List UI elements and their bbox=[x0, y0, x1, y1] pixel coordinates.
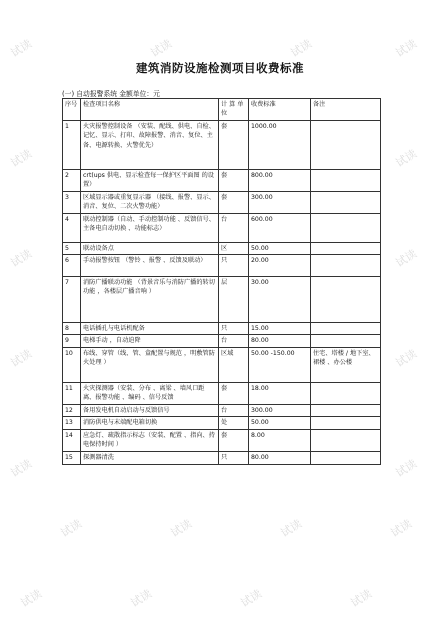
cell-note bbox=[311, 335, 381, 347]
watermark-text: 试读 bbox=[128, 587, 155, 610]
cell-name: 备用发电机自动启动与反馈信号 bbox=[81, 404, 219, 416]
table-row bbox=[63, 323, 381, 335]
table-row bbox=[63, 121, 381, 170]
cell-fee: 800.00 bbox=[249, 170, 311, 192]
cell-unit: 层 bbox=[219, 277, 249, 323]
cell-unit: 只 bbox=[219, 323, 249, 335]
cell-unit: 台 bbox=[219, 404, 249, 416]
cell-fee: 1000.00 bbox=[249, 121, 311, 170]
cell-no: 12 bbox=[63, 404, 81, 416]
cell-name: 消防广播联动功能 （背景音乐与消防广播的转切功能 ，各楼层广播音响 ） bbox=[81, 277, 219, 323]
table-row bbox=[63, 242, 381, 254]
cell-unit: 台 bbox=[219, 335, 249, 347]
watermark-text: 试读 bbox=[393, 147, 420, 170]
watermark-text: 试读 bbox=[348, 587, 375, 610]
cell-fee: 30.00 bbox=[249, 277, 311, 323]
cell-no: 10 bbox=[63, 347, 81, 382]
cell-name: 应急灯、疏散指示标志（安装、配置 、指向、持电保持时间 ） bbox=[81, 429, 219, 451]
cell-name: 电话插孔与电话机配备 bbox=[81, 323, 219, 335]
cell-fee: 80.00 bbox=[249, 451, 311, 464]
cell-unit: 套 bbox=[219, 429, 249, 451]
cell-unit: 区域 bbox=[219, 347, 249, 382]
cell-note bbox=[311, 382, 381, 404]
cell-no: 4 bbox=[63, 213, 81, 242]
cell-note bbox=[311, 417, 381, 429]
cell-note bbox=[311, 429, 381, 451]
cell-note bbox=[311, 242, 381, 254]
table-body bbox=[63, 121, 381, 465]
cell-fee: 18.00 bbox=[249, 382, 311, 404]
cell-note bbox=[311, 451, 381, 464]
cell-note: 住宅、塔楼 / 地下室、裙楼 、办公楼 bbox=[311, 347, 381, 382]
watermark-text: 试读 bbox=[393, 457, 420, 480]
cell-no: 14 bbox=[63, 429, 81, 451]
table-row bbox=[63, 451, 381, 464]
table-row bbox=[63, 191, 381, 213]
cell-name: 手动报警按钮 （警铃 、报警 、反馈及联动） bbox=[81, 255, 219, 277]
cell-note bbox=[311, 121, 381, 170]
cell-name: 区域显示器或重复显示器 （接线、报警、显示、消音、复位、二次火警功能） bbox=[81, 191, 219, 213]
table-row bbox=[63, 382, 381, 404]
watermark-text: 试读 bbox=[8, 147, 35, 170]
cell-no: 1 bbox=[63, 121, 81, 170]
cell-unit: 只 bbox=[219, 451, 249, 464]
watermark-text: 试读 bbox=[8, 347, 35, 370]
cell-no: 5 bbox=[63, 242, 81, 254]
cell-no: 11 bbox=[63, 382, 81, 404]
table-row bbox=[63, 335, 381, 347]
cell-name: 消防供电与末端配电箱切换 bbox=[81, 417, 219, 429]
cell-note bbox=[311, 255, 381, 277]
cell-fee: 300.00 bbox=[249, 191, 311, 213]
cell-fee: 50.00 bbox=[249, 242, 311, 254]
header-name: 检查项目名称 bbox=[81, 99, 219, 121]
cell-note bbox=[311, 323, 381, 335]
cell-no: 13 bbox=[63, 417, 81, 429]
table-row bbox=[63, 404, 381, 416]
cell-fee: 600.00 bbox=[249, 213, 311, 242]
watermark-text: 试读 bbox=[8, 457, 35, 480]
cell-note bbox=[311, 191, 381, 213]
header-no: 序号 bbox=[63, 99, 81, 121]
cell-note bbox=[311, 404, 381, 416]
cell-no: 7 bbox=[63, 277, 81, 323]
cell-fee: 50.00 bbox=[249, 417, 311, 429]
cell-note bbox=[311, 213, 381, 242]
cell-unit: 套 bbox=[219, 191, 249, 213]
cell-name: 布线、穿管（线、管、盒配置与规范 ，明敷管防火处理 ） bbox=[81, 347, 219, 382]
watermark-text: 试读 bbox=[393, 347, 420, 370]
cell-name: 联动控制器（自动、手动控制功能 、反馈信号、主备电自动切换 、功能标志） bbox=[81, 213, 219, 242]
table-row bbox=[63, 213, 381, 242]
watermark-text: 试读 bbox=[8, 247, 35, 270]
cell-name: crt(ups 供电、显示检查每一保护区平面图 的设置） bbox=[81, 170, 219, 192]
table-row bbox=[63, 277, 381, 323]
cell-no: 6 bbox=[63, 255, 81, 277]
cell-name: 火灾探测器（安装、分布 、离梁 、墙风口距离、报警功能 、编码 、信号反馈 bbox=[81, 382, 219, 404]
cell-unit: 处 bbox=[219, 417, 249, 429]
cell-note bbox=[311, 277, 381, 323]
cell-name: 联动设备点 bbox=[81, 242, 219, 254]
watermark-text: 试读 bbox=[288, 37, 315, 60]
cell-unit: 套 bbox=[219, 121, 249, 170]
header-fee: 收费标准 bbox=[249, 99, 311, 121]
table-header-row bbox=[63, 99, 381, 121]
fee-table bbox=[62, 98, 381, 465]
cell-no: 9 bbox=[63, 335, 81, 347]
cell-fee: 20.00 bbox=[249, 255, 311, 277]
watermark-text: 试读 bbox=[393, 247, 420, 270]
watermark-text: 试读 bbox=[148, 37, 175, 60]
table-row bbox=[63, 347, 381, 382]
section-subtitle: (一) 自动报警系统 金额单位：元 bbox=[62, 90, 160, 98]
cell-name: 电梯手动 ，自动迫降 bbox=[81, 335, 219, 347]
cell-unit: 套 bbox=[219, 170, 249, 192]
cell-unit: 套 bbox=[219, 382, 249, 404]
table-row bbox=[63, 417, 381, 429]
cell-unit: 台 bbox=[219, 213, 249, 242]
table-row bbox=[63, 255, 381, 277]
cell-unit: 区 bbox=[219, 242, 249, 254]
watermark-text: 试读 bbox=[8, 37, 35, 60]
watermark-text: 试读 bbox=[58, 517, 85, 540]
cell-no: 15 bbox=[63, 451, 81, 464]
watermark-text: 试读 bbox=[393, 37, 420, 60]
watermark-text: 试读 bbox=[388, 517, 415, 540]
table-row bbox=[63, 170, 381, 192]
table-row bbox=[63, 429, 381, 451]
cell-fee: 8.00 bbox=[249, 429, 311, 451]
watermark-text: 试读 bbox=[238, 587, 265, 610]
cell-no: 8 bbox=[63, 323, 81, 335]
cell-fee: 300.00 bbox=[249, 404, 311, 416]
watermark-text: 试读 bbox=[168, 517, 195, 540]
cell-fee: 80.00 bbox=[249, 335, 311, 347]
cell-note bbox=[311, 170, 381, 192]
cell-no: 2 bbox=[63, 170, 81, 192]
watermark-text: 试读 bbox=[278, 517, 305, 540]
cell-no: 3 bbox=[63, 191, 81, 213]
cell-name: 火灾报警控制设备 （安装、配线、供电、自检、记忆、显示、打印、故障报警、消音、复位、主备、电源转换、火警优先） bbox=[81, 121, 219, 170]
cell-unit: 只 bbox=[219, 255, 249, 277]
header-unit: 计 算 单 位 bbox=[219, 99, 249, 121]
cell-fee: 15.00 bbox=[249, 323, 311, 335]
watermark-text: 试读 bbox=[18, 587, 45, 610]
header-note: 备注 bbox=[311, 99, 381, 121]
cell-fee: 50.00 -150.00 bbox=[249, 347, 311, 382]
page-title: 建筑消防设施检测项目收费标准 bbox=[136, 61, 304, 75]
cell-name: 探测器清洗 bbox=[81, 451, 219, 464]
